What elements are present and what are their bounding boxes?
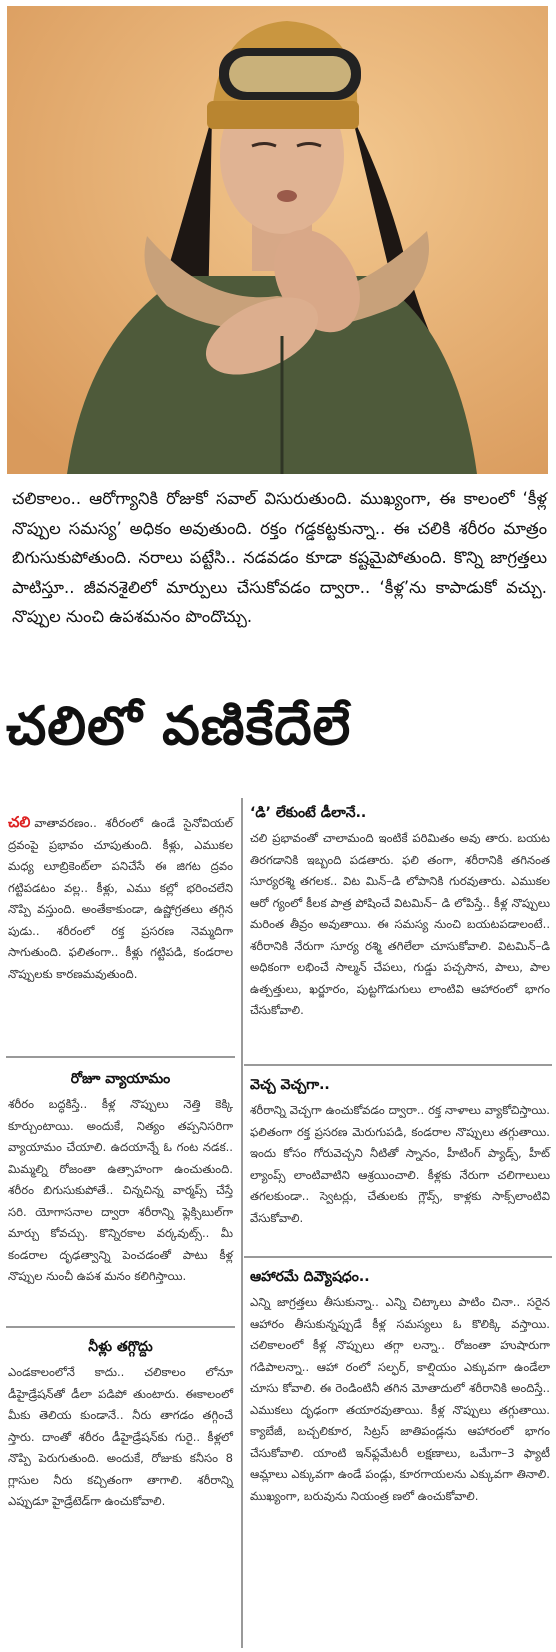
diet-title: ఆహారమే దివ్యౌషధం.. — [250, 1269, 370, 1285]
exercise-body: శరీరం బద్ధకిస్తే.. కీళ్ల నొప్పులు నెత్తి కెక్కి కూర్చుంటాయి. అందుకే, నిత్యం తప్పనిసరిగా వ్యాయామం చేయాలి. ఉదయాన్నే ఓ గంట నడక.. మిమ్మల్ని రోజంతా ఉత్సాహంగా ఉంచుతుంది. శరీరం బిగుసుకుపోతే.. చిన్నచిన్న వార్మప్స్‌ చేస్తే సరి. యోగాసనాల ద్వారా శరీరాన్ని ఫ్లెక్సిబుల్‌గా మార్చు కోవచ్చు. కొన్నిరకాల వర్కవుట్స్‌.. మీ కండరాల దృఢత్వాన్ని పెంచడంతో పాటు కీళ్ల నొప్పుల నుంచీ ఉపశ మనం కలిగిస్తాయి. — [8, 1097, 233, 1283]
diet-body: ఎన్ని జాగ్రత్తలు తీసుకున్నా.. ఎన్ని చిట్కాలు పాటిం చినా.. సరైన ఆహారం తీసుకున్నప్పుడే కీళ్ల సమస్యలు ఓ కొలిక్కి వస్తాయి. చలికాలంలో కీళ్ల నొప్పులు తగ్గా లన్నా.. రోజంతా హుషారుగా గడిపాలన్నా.. ఆహా రంలో సల్ఫర్‌, కాల్షియం ఎక్కువగా ఉండేలా చూసు కోవాలి. ఈ రెండింటినీ తగిన మోతాదులో శరీరానికి అందిస్తే.. ఎముకలు దృఢంగా తయారవుతాయి. కీళ్ల నొప్పులు తగ్గుతాయి. క్యాబేజీ, బచ్చలికూర, సిట్రస్‌ జాతిపండ్లను ఆహారంలో భాగం చేసుకోవాలి. యాంటి ఇన్‌ఫ్లమేటరీ లక్షణాలు, ఒమేగా–3 ఫ్యాటీ ఆమ్లాలు ఎక్కువగా ఉండే పండ్లు, కూరగాయలను ఎక్కువగా తినాలి. ముఖ్యంగా, బరువును నియంత్ర ణలో ఉంచుకోవాలి. — [250, 1295, 550, 1503]
vitamin-d-body: చలి ప్రభావంతో చాలామంది ఇంటికే పరిమితం అవు తారు. బయట తిరగడానికి ఇబ్బంది పడతారు. ఫలి తంగా, శరీరానికి తగినంత సూర్యరశ్మి తగలక.. విట మిన్‌–డి లోపానికి గురవుతారు. ఎముకల ఆరో గ్యంలో కీలక పాత్ర పోషించే విటమిన్‌– డి లోపిస్తే.. కీళ్ల నొప్పులు మరింత తీవ్రం అవుతాయి. ఈ సమస్య నుంచి బయటపడాలంటే.. శరీరానికి నేరుగా సూర్య రశ్మి తగిలేలా చూసుకోవాలి. విటమిన్‌–డి అధికంగా లభించే సాల్మన్‌ చేపలు, గుడ్డు పచ్చసొన, పాలు, పాల ఉత్పత్తులు, ఖర్జూరం, పుట్టగొడుగులు లాంటివి ఆహారంలో భాగం చేసుకోవాలి. — [250, 831, 550, 1017]
column-divider — [241, 798, 243, 1648]
left-section-intro — [8, 812, 233, 985]
left-section-water — [8, 1336, 233, 1513]
headline: చలిలో వణికేదేలే — [6, 696, 352, 757]
section-divider — [244, 1064, 552, 1066]
left-section-exercise — [8, 1068, 233, 1288]
right-section-diet — [250, 1266, 550, 1507]
left-section-intro-body — [8, 812, 233, 985]
right-section-warmth — [250, 1074, 550, 1229]
woman-in-winter-clothes-photo — [7, 6, 548, 474]
dropcap-word: చలి — [8, 813, 31, 831]
warmth-title: వెచ్చ వెచ్చగా.. — [250, 1077, 330, 1093]
right-section-vitamin-d — [250, 802, 550, 1022]
section-divider — [6, 1326, 235, 1328]
section-divider — [6, 1056, 235, 1058]
exercise-title: రోజూ వ్యాయామం — [70, 1071, 171, 1087]
vitamin-d-title: ‘డి’ లేకుంటే డీలానే.. — [250, 805, 367, 821]
article-columns — [6, 798, 552, 1648]
section-divider — [244, 1256, 552, 1258]
water-title: నీళ్లు తగ్గొద్దు — [88, 1339, 153, 1355]
warmth-body: శరీరాన్ని వెచ్చగా ఉంచుకోవడం ద్వారా.. రక్త నాళాలు వ్యాకోచిస్తాయి. ఫలితంగా రక్త ప్రసరణ మెరుగుపడి, కండరాల నొప్పులు తగ్గుతాయి. ఇందు కోసం గోరువెచ్చని నీటితో స్నానం, హీటింగ్‌ ప్యాడ్స్‌, హీట్‌ ల్యాంప్స్‌ లాంటివాటిని ఆశ్రయించాలి. కీళ్లకు నేరుగా చలిగాలులు తగలకుండా.. స్వెటర్లు, చేతులకు గ్లౌవ్స్‌, కాళ్లకు సాక్స్‌లాంటివి వేసుకోవాలి. — [250, 1103, 550, 1225]
left-section-intro-text: వాతావరణం.. శరీరంలో ఉండే సైనోవియల్‌ ద్రవంపై ప్రభావం చూపుతుంది. కీళ్లు, ఎముకల మధ్య లూబ్రికెంట్‌లా పనిచేసే ఈ జిగట ద్రవం గట్టిపడటం వల్ల.. కీళ్లు, ఎము కల్లో భరించలేని నొప్పి వస్తుంది. అంతేకాకుండా, ఉష్ణోగ్రతలు తగ్గిన పుడు.. శరీరంలో రక్త ప్రసరణ నెమ్మదిగా సాగుతుంది. ఫలితంగా.. కీళ్లు గట్టిపడి, కండరాల నొప్పులకు కారణమవుతుంది. — [8, 816, 233, 981]
intro-paragraph: చలికాలం.. ఆరోగ్యానికి రోజుకో సవాల్‌ విసురుతుంది. ముఖ్యంగా, ఈ కాలంలో ‘కీళ్ల నొప్పుల సమస్య’ అధికం అవుతుంది. రక్తం గడ్డకట్టకున్నా.. ఈ చలికి శరీరం మాత్రం బిగుసుకుపోతుంది. నరాలు పట్టేసి.. నడవడం కూడా కష్టమైపోతుంది. కొన్ని జాగ్రత్తలు పాటిస్తూ.. జీవనశైలిలో మార్పులు చేసుకోవడం ద్వారా.. ‘కీళ్ల’ను కాపాడుకో వచ్చు. నొప్పుల నుంచి ఉపశమనం పొందొచ్చు. — [12, 489, 547, 626]
water-body: ఎండకాలంలోనే కాదు.. చలికాలం లోనూ డీహైడ్రేషన్‌తో డీలా పడిపో తుంటారు. ఈకాలంలో మీకు తెలియ కుండానే.. నీరు తాగడం తగ్గించే స్తారు. దాంతో శరీరం డీహైడ్రేషన్‌కు గురై.. కీళ్లలో నొప్పి పెరుగుతుంది. అందుకే, రోజుకు కనీసం 8 గ్లాసుల నీరు కచ్చితంగా తాగాలి. శరీరాన్ని ఎప్పుడూ హైడ్రేటెడ్‌గా ఉంచుకోవాలి. — [8, 1365, 233, 1508]
